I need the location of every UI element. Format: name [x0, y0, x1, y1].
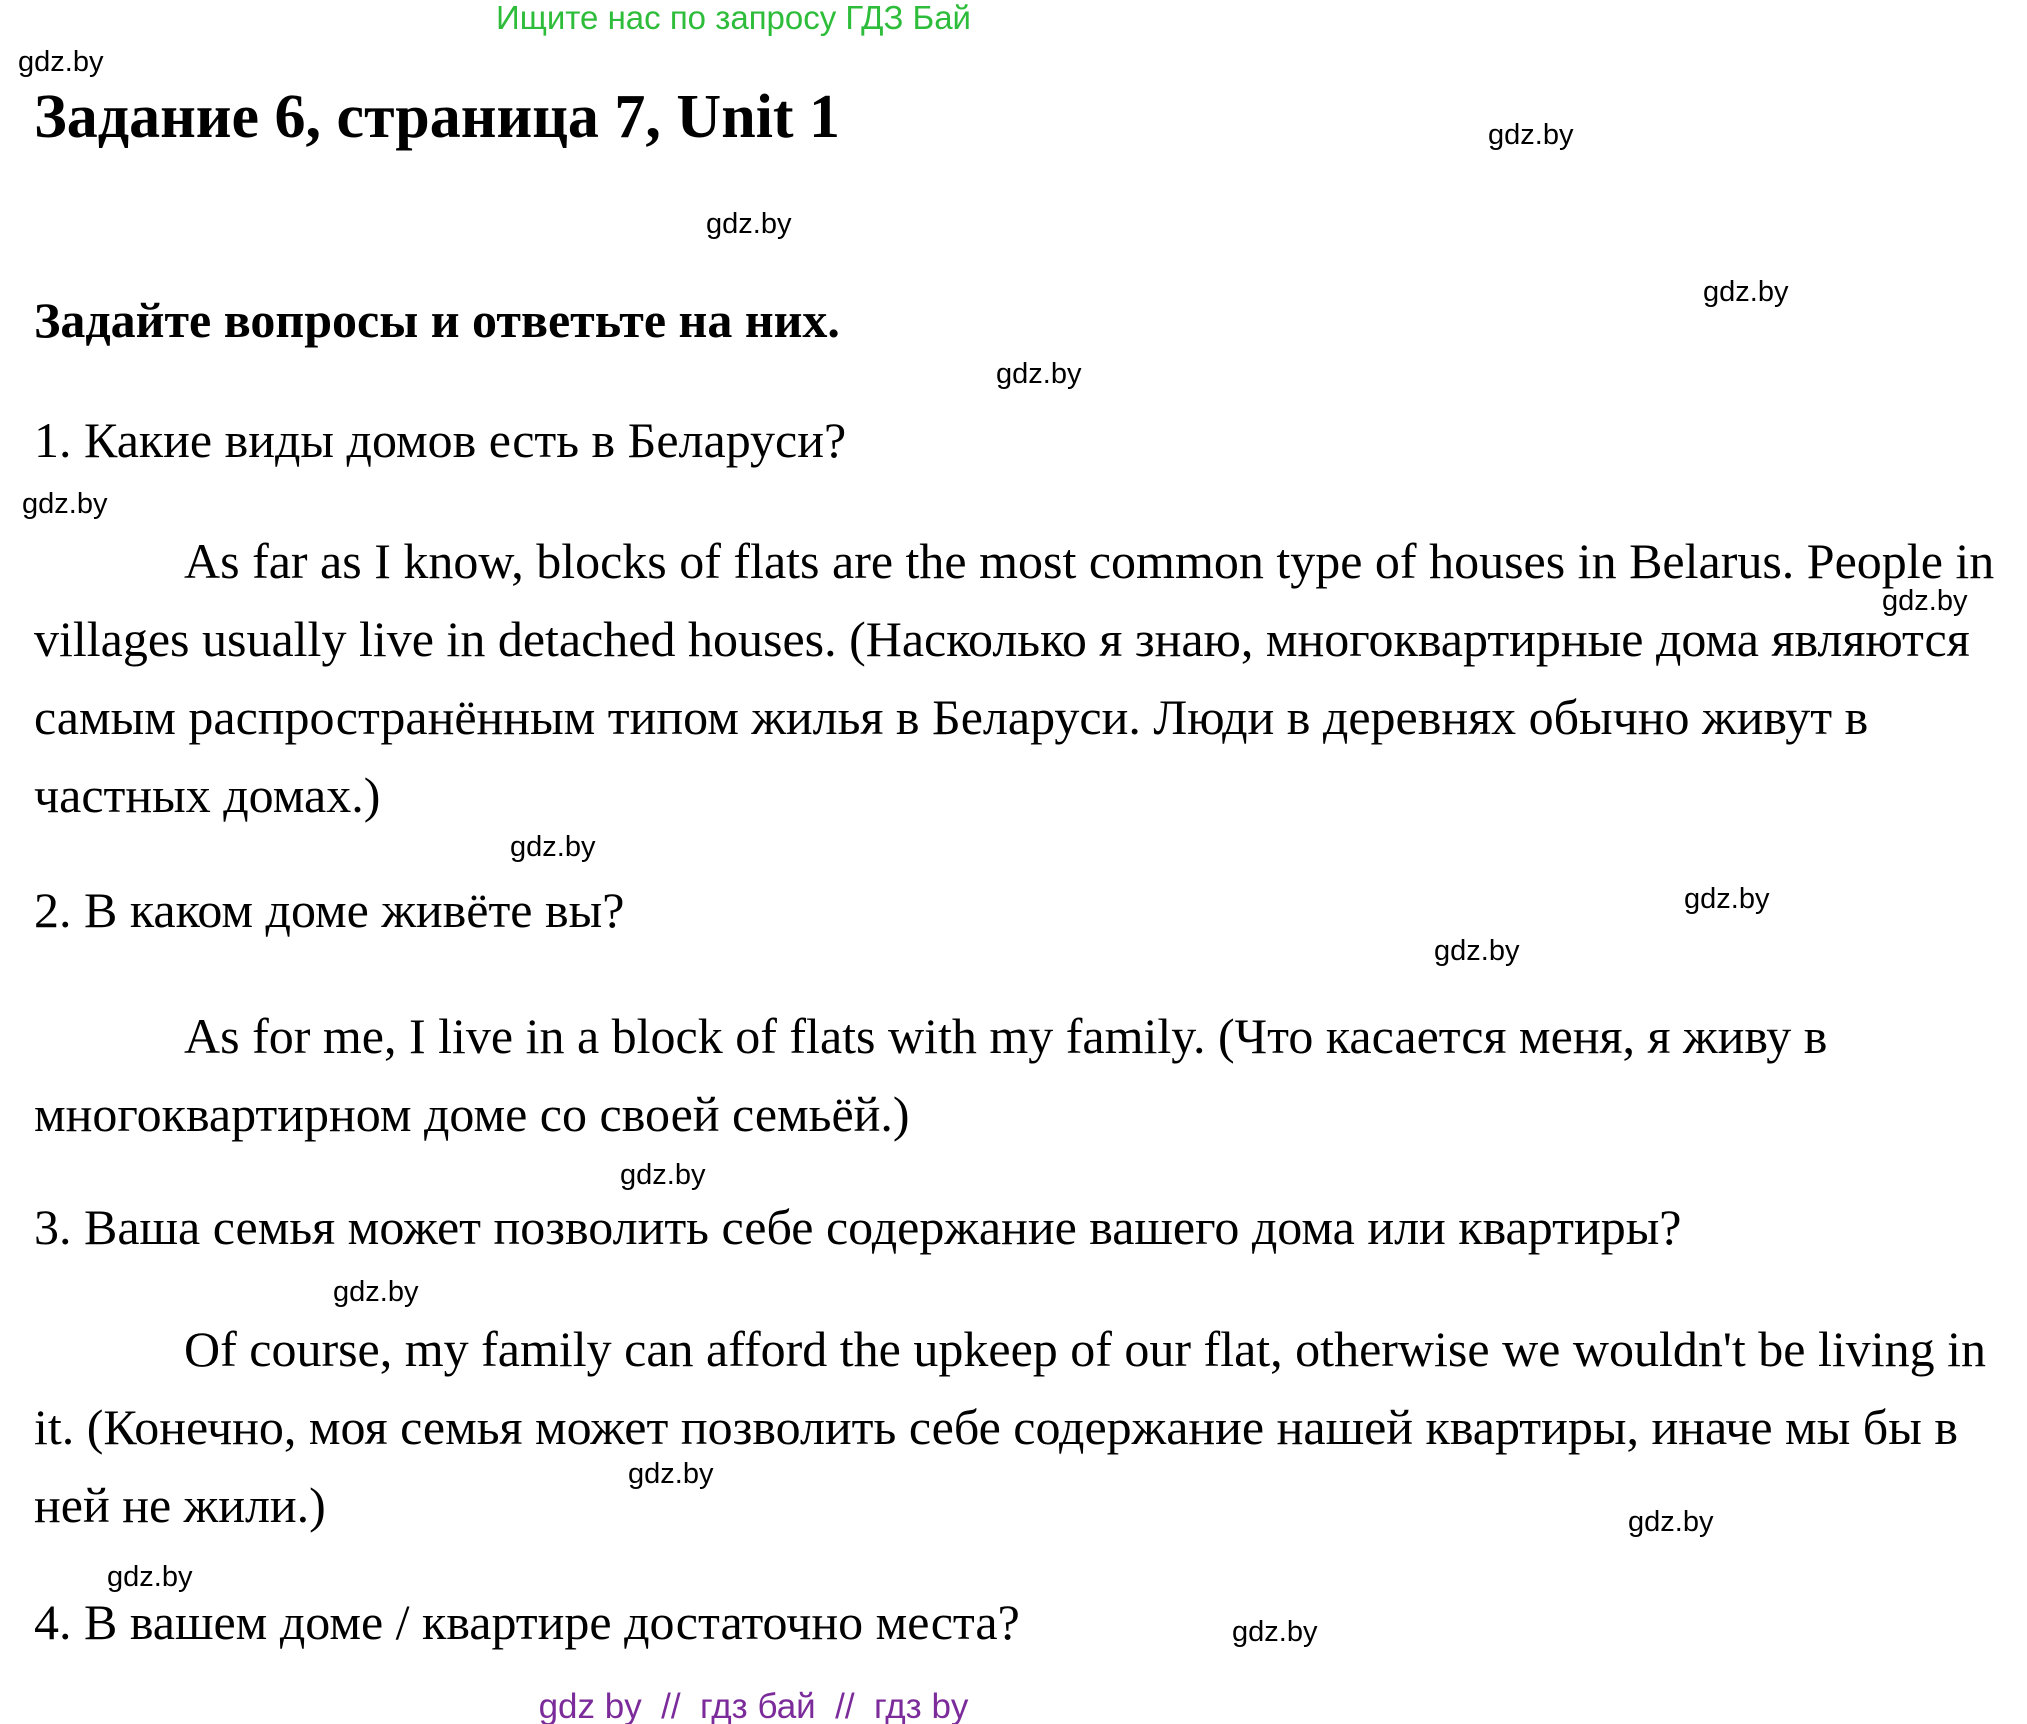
watermark-text: gdz.by — [620, 1159, 706, 1191]
search-banner-text: Ищите нас по запросу ГДЗ Бай — [496, 0, 971, 36]
answer-3: Of course, my family can afford the upkeep of our flat, otherwise we wouldn't be living in it. (Конечно, моя семья может позволить себе содержание нашей квартиры, иначе мы бы в ней не жили.) — [34, 1321, 1987, 1533]
question-1: 1. Какие виды домов есть в Беларуси? — [34, 412, 847, 468]
watermark-text: gdz.by — [22, 488, 108, 520]
watermark-text: gdz.by — [510, 831, 596, 863]
search-banner — [0, 0, 2027, 36]
watermark-text: gdz.by — [333, 1276, 419, 1308]
watermark-text: gdz.by — [18, 46, 104, 78]
watermark-text: gdz.by — [996, 358, 1082, 390]
watermark-text: gdz.by — [1684, 883, 1770, 915]
question-2: 2. В каком доме живёте вы? — [34, 882, 625, 938]
page-title: Задание 6, страница 7, Unit 1 — [34, 83, 841, 151]
watermark-text: gdz.by — [1628, 1506, 1714, 1538]
answer-2: As for me, I live in a block of flats with my family. (Что касается меня, я живу в многоквартирном доме со своей семьёй.) — [34, 1008, 1828, 1142]
task-instruction: Задайте вопросы и ответьте на них. — [34, 292, 840, 348]
watermark-text: gdz.by — [1882, 585, 1968, 617]
answer-1: As far as I know, blocks of flats are the most common type of houses in Belarus. People in villages usually live in detached houses. (Насколько я знаю, многоквартирные дома являются самым распространённым типом жилья в Беларуси. Люди в деревнях обычно живут в частных домах.) — [34, 533, 1995, 823]
question-4: 4. В вашем доме / квартире достаточно места? — [34, 1594, 1020, 1650]
question-3: 3. Ваша семья может позволить себе содержание вашего дома или квартиры? — [34, 1199, 1682, 1255]
watermark-text: gdz.by — [107, 1561, 193, 1593]
footer-text: gdz by // гдз бай // гдз by — [538, 1687, 969, 1724]
site-footer — [0, 1688, 2027, 1724]
watermark-text: gdz.by — [1703, 276, 1789, 308]
watermark-text: gdz.by — [628, 1458, 714, 1490]
watermark-text: gdz.by — [1232, 1616, 1318, 1648]
watermark-text: gdz.by — [1488, 119, 1574, 151]
watermark-text: gdz.by — [1434, 935, 1520, 967]
watermark-text: gdz.by — [706, 208, 792, 240]
